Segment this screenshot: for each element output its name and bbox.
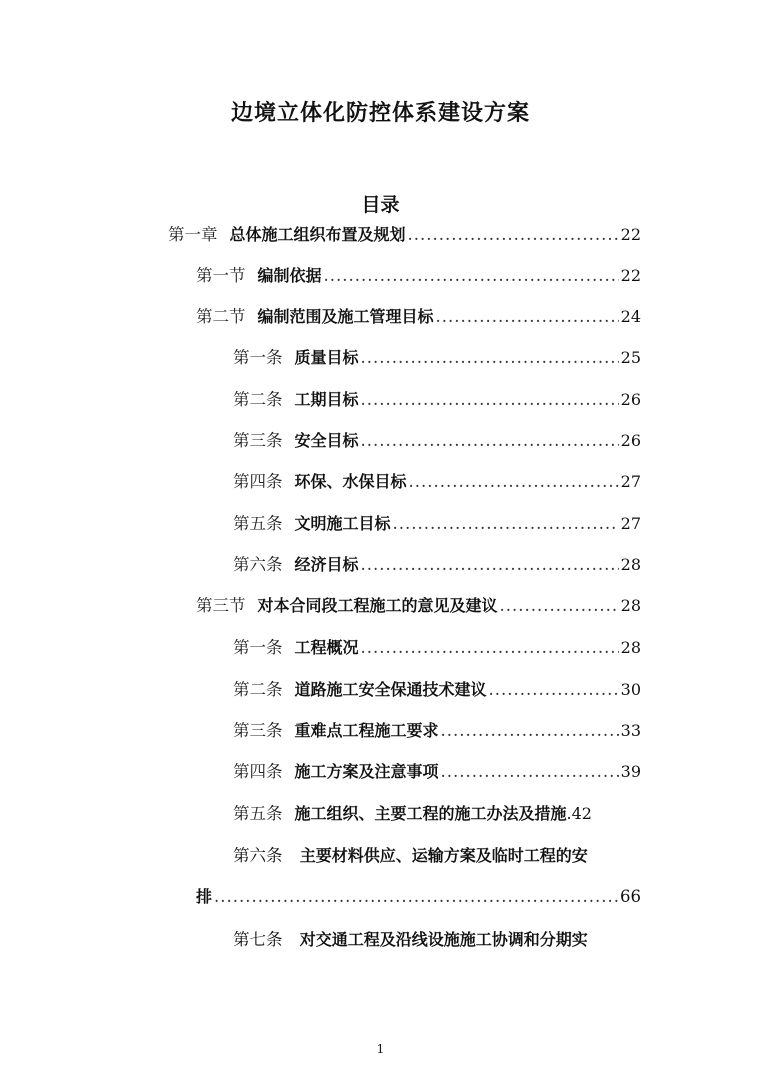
toc-leader-dots xyxy=(441,721,619,740)
toc-entry-page: 28 xyxy=(620,555,641,574)
toc-entry-number: 第一条 xyxy=(233,638,283,657)
toc-entry-article[interactable] xyxy=(233,344,641,368)
toc-entry-article[interactable] xyxy=(233,758,641,782)
toc-entry-number: 第一章 xyxy=(168,225,218,244)
toc-entry-text: 施工组织、主要工程的施工办法及措施 xyxy=(294,804,567,823)
toc-entry-text: 编制范围及施工管理目标 xyxy=(257,307,434,326)
toc-entry-text: 环保、水保目标 xyxy=(294,472,407,491)
toc-entry-text: 经济目标 xyxy=(294,555,359,574)
toc-entry-number: 第六条 xyxy=(233,555,283,574)
toc-entry-text: 总体施工组织布置及规划 xyxy=(229,225,406,244)
toc-entry-article[interactable] xyxy=(233,676,641,700)
toc-leader-dots xyxy=(408,225,619,244)
page-number: 1 xyxy=(376,1042,385,1056)
toc-entry-text: 工期目标 xyxy=(294,390,359,409)
toc-entry-section-3[interactable] xyxy=(196,592,641,616)
toc-entry-article-wrapped[interactable] xyxy=(233,842,588,866)
toc-leader-dots xyxy=(361,390,619,409)
toc-entry-text: 安全目标 xyxy=(294,431,359,450)
toc-leader-dots xyxy=(214,887,618,906)
toc-entry-number: 第六条 xyxy=(233,846,283,865)
toc-entry-article[interactable] xyxy=(233,427,641,451)
toc-entry-text: 道路施工安全保通技术建议 xyxy=(294,680,487,699)
toc-leader-dots xyxy=(361,348,619,367)
toc-entry-number: 第一条 xyxy=(233,348,283,367)
toc-entry-page: 28 xyxy=(620,596,641,615)
toc-entry-number: 第三节 xyxy=(196,596,246,615)
toc-entry-article[interactable] xyxy=(233,551,641,575)
toc-entry-number: 第五条 xyxy=(233,804,283,823)
toc-entry-page: 25 xyxy=(620,348,641,367)
toc-leader-dots xyxy=(393,514,619,533)
toc-leader-dots xyxy=(324,266,619,285)
toc-leader-dots xyxy=(500,596,619,615)
toc-entry-page: .42 xyxy=(566,804,592,823)
toc-entry-number: 第四条 xyxy=(233,472,283,491)
toc-entry-article-wrapped[interactable] xyxy=(233,926,588,950)
toc-entry-article[interactable] xyxy=(233,386,641,410)
toc-entry-article[interactable] xyxy=(233,510,641,534)
toc-entry-text: 主要材料供应、运输方案及临时工程的安 xyxy=(299,846,588,865)
toc-entry-page: 24 xyxy=(620,307,641,326)
toc-entry-number: 第二节 xyxy=(196,307,246,326)
toc-entry-number: 第五条 xyxy=(233,514,283,533)
toc-entry-number: 第二条 xyxy=(233,680,283,699)
toc-entry-article[interactable] xyxy=(233,468,641,492)
toc-entry-page: 28 xyxy=(620,638,641,657)
toc-entry-article[interactable] xyxy=(233,717,641,741)
toc-entry-number: 第二条 xyxy=(233,390,283,409)
toc-leader-dots xyxy=(436,307,619,326)
toc-leader-dots xyxy=(489,680,619,699)
toc-entry-number: 第七条 xyxy=(233,930,283,949)
toc-entry-number: 第四条 xyxy=(233,762,283,781)
document-title: 边境立体化防控体系建设方案 xyxy=(230,101,530,126)
toc-entry-page: 66 xyxy=(620,887,641,906)
toc-leader-dots xyxy=(361,431,619,450)
toc-entry-chapter-1[interactable] xyxy=(168,221,641,245)
toc-entry-page: 39 xyxy=(620,762,641,781)
toc-entry-page: 33 xyxy=(620,721,641,740)
toc-entry-text: 对本合同段工程施工的意见及建议 xyxy=(257,596,498,615)
toc-entry-text-continued: 排 xyxy=(196,887,213,906)
toc-entry-text: 质量目标 xyxy=(294,348,359,367)
toc-leader-dots xyxy=(361,555,619,574)
toc-entry-page: 22 xyxy=(620,225,641,244)
toc-leader-dots xyxy=(361,638,619,657)
toc-entry-text: 施工方案及注意事项 xyxy=(294,762,439,781)
toc-entry-text: 对交通工程及沿线设施施工协调和分期实 xyxy=(299,930,588,949)
toc-heading: 目录 xyxy=(361,194,400,216)
toc-entry-page: 27 xyxy=(620,514,641,533)
toc-entry-page: 26 xyxy=(620,431,641,450)
toc-entry-number: 第一节 xyxy=(196,266,246,285)
toc-entry-page: 30 xyxy=(620,680,641,699)
toc-entry-number: 第三条 xyxy=(233,721,283,740)
toc-entry-page: 22 xyxy=(620,266,641,285)
toc-leader-dots xyxy=(441,762,619,781)
toc-entry-text: 工程概况 xyxy=(294,638,359,657)
toc-leader-dots xyxy=(409,472,619,491)
toc-entry-page: 26 xyxy=(620,390,641,409)
toc-entry-text: 文明施工目标 xyxy=(294,514,391,533)
toc-entry-article-continuation[interactable] xyxy=(196,884,641,907)
toc-entry-text: 编制依据 xyxy=(257,266,322,285)
toc-entry-section-1[interactable] xyxy=(196,262,641,286)
toc-entry-section-2[interactable] xyxy=(196,303,641,327)
toc-entry-article[interactable] xyxy=(233,634,641,658)
toc-entry-number: 第三条 xyxy=(233,431,283,450)
toc-entry-page: 27 xyxy=(620,472,641,491)
toc-entry-text: 重难点工程施工要求 xyxy=(294,721,439,740)
toc-entry-article[interactable] xyxy=(233,800,641,824)
